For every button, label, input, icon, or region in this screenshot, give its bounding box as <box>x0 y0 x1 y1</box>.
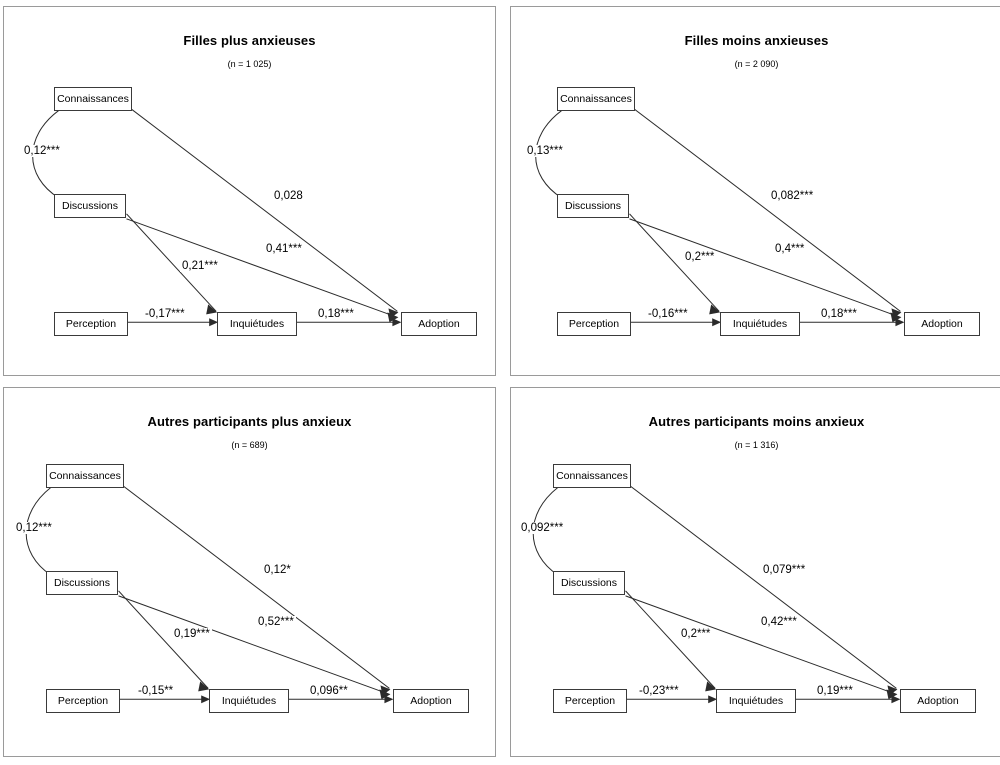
node-discussions: Discussions <box>553 571 625 595</box>
panel-autres-participants-plus-anxieux <box>3 387 496 757</box>
path-diagram <box>511 7 1000 375</box>
link-discussions-adoption <box>626 596 897 694</box>
edge-label-disc-inquietudes: 0,21*** <box>182 260 218 272</box>
edge-label-conn-disc: 0,12*** <box>24 145 60 157</box>
panel-sample-size: (n = 2 090) <box>734 59 779 69</box>
edge-label-conn-adoption: 0,079*** <box>763 564 806 576</box>
node-adoption: Adoption <box>401 312 477 336</box>
edge-label-perception-inquietudes: -0,15** <box>138 685 174 697</box>
edge-label-disc-inquietudes: 0,2*** <box>685 251 715 263</box>
node-inquietudes: Inquiétudes <box>209 689 289 713</box>
edge-label-inquietudes-adoption: 0,18*** <box>318 308 354 320</box>
node-adoption: Adoption <box>393 689 469 713</box>
edge-label-disc-adoption: 0,4*** <box>775 243 805 255</box>
node-discussions: Discussions <box>557 194 629 218</box>
edge-label-disc-adoption: 0,42*** <box>761 616 797 628</box>
edge-label-inquietudes-adoption: 0,096** <box>310 685 348 697</box>
panel-autres-participants-moins-anxieux <box>510 387 1000 757</box>
panel-filles-plus-anxieuses <box>3 6 496 376</box>
edge-label-inquietudes-adoption: 0,18*** <box>821 308 857 320</box>
node-inquietudes: Inquiétudes <box>720 312 800 336</box>
link-connaissances-adoption <box>123 485 390 688</box>
edge-label-disc-adoption: 0,41*** <box>266 243 302 255</box>
panel-sample-size: (n = 689) <box>231 440 268 450</box>
node-adoption: Adoption <box>900 689 976 713</box>
link-discussions-adoption <box>630 219 901 317</box>
panel-sample-size: (n = 1 025) <box>227 59 272 69</box>
path-diagram <box>511 388 1000 756</box>
panel-title: Filles plus anxieuses <box>183 33 316 48</box>
node-discussions: Discussions <box>54 194 126 218</box>
edge-label-conn-adoption: 0,028 <box>274 190 303 202</box>
node-perception: Perception <box>557 312 631 336</box>
edge-label-perception-inquietudes: -0,17*** <box>145 308 185 320</box>
node-connaissances: Connaissances <box>46 464 124 488</box>
node-perception: Perception <box>46 689 120 713</box>
link-discussions-adoption <box>119 596 390 694</box>
edge-label-conn-adoption: 0,12* <box>264 564 291 576</box>
edge-label-conn-disc: 0,13*** <box>527 145 563 157</box>
edge-label-perception-inquietudes: -0,16*** <box>648 308 688 320</box>
node-perception: Perception <box>553 689 627 713</box>
edge-label-perception-inquietudes: -0,23*** <box>639 685 679 697</box>
edge-label-disc-inquietudes: 0,19*** <box>174 628 210 640</box>
link-connaissances-adoption <box>634 108 901 311</box>
panel-title: Autres participants plus anxieux <box>147 414 352 429</box>
edge-label-conn-disc: 0,12*** <box>16 522 52 534</box>
node-connaissances: Connaissances <box>553 464 631 488</box>
edge-label-conn-adoption: 0,082*** <box>771 190 814 202</box>
node-connaissances: Connaissances <box>557 87 635 111</box>
node-inquietudes: Inquiétudes <box>217 312 297 336</box>
path-diagram <box>4 7 495 375</box>
link-discussions-adoption <box>127 219 398 317</box>
node-connaissances: Connaissances <box>54 87 132 111</box>
edge-label-conn-disc: 0,092*** <box>521 522 564 534</box>
panel-sample-size: (n = 1 316) <box>734 440 779 450</box>
panel-filles-moins-anxieuses <box>510 6 1000 376</box>
panel-title: Autres participants moins anxieux <box>648 414 865 429</box>
node-discussions: Discussions <box>46 571 118 595</box>
node-adoption: Adoption <box>904 312 980 336</box>
path-diagram <box>4 388 495 756</box>
edge-label-disc-adoption: 0,52*** <box>258 616 294 628</box>
node-inquietudes: Inquiétudes <box>716 689 796 713</box>
link-connaissances-adoption <box>130 108 397 311</box>
edge-label-inquietudes-adoption: 0,19*** <box>817 685 853 697</box>
node-perception: Perception <box>54 312 128 336</box>
panel-title: Filles moins anxieuses <box>684 33 829 48</box>
link-connaissances-adoption <box>630 485 897 688</box>
edge-label-disc-inquietudes: 0,2*** <box>681 628 711 640</box>
